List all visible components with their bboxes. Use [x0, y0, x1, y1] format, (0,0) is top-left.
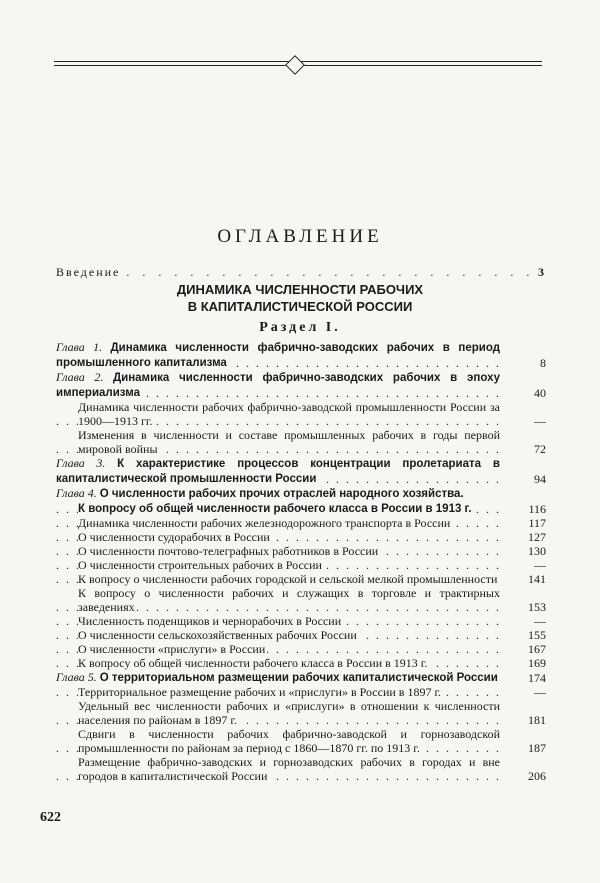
entry-title: Динамика численности рабочих железнодорожного транспорта в России [78, 516, 451, 530]
toc-subentry[interactable] [56, 572, 546, 586]
toc-subentry[interactable] [56, 656, 546, 670]
toc-chapter-entry[interactable] [56, 486, 546, 501]
page-number: 622 [40, 810, 61, 825]
toc-subentry[interactable] [56, 614, 546, 628]
entry-page-number: — [534, 685, 546, 699]
entry-page-number: 169 [528, 656, 546, 670]
entry-page-number: 117 [528, 516, 546, 530]
toc-subentry[interactable] [56, 544, 546, 558]
entry-title: Территориальное размещение рабочих и «прислуги» в России в 1897 г. [78, 685, 442, 699]
entry-title: К вопросу об общей численности рабочего класса в России в 1913 г. [78, 503, 472, 515]
entry-title: К вопросу об общей численности рабочего класса в России в 1913 г. [78, 656, 428, 670]
toc-subentry[interactable] [56, 516, 546, 530]
entry-title: О численности судорабочих в России [78, 530, 270, 544]
entry-title: Сдвиги в численности рабочих фабрично-заводской и горнозаводской промышленности по районам за период с 1860—1870 гг. по 1913 г. [78, 727, 500, 755]
entry-title: О численности сельскохозяйственных рабочих России [78, 628, 357, 642]
entry-page-number: 141 [528, 572, 546, 586]
entry-title: О численности строительных рабочих в России [78, 558, 322, 572]
entry-page-number: 206 [528, 769, 546, 783]
section-heading: Раздел I. [259, 320, 341, 335]
entry-page-number: 181 [528, 713, 546, 727]
chapter-label: Глава 1. [56, 340, 103, 354]
chapter-title: О территориальном размещении рабочих капиталистической России [99, 672, 498, 684]
toc-subentry[interactable] [56, 727, 546, 755]
entry-page-number: 40 [534, 386, 546, 400]
chapter-label: Глава 3. [56, 456, 106, 470]
entry-title: О численности «прислуги» в России [78, 642, 266, 656]
entry-title: О численности почтово-телеграфных работников в России [78, 544, 379, 558]
toc-subentry[interactable] [56, 530, 546, 544]
entry-page-number: 116 [528, 502, 546, 516]
toc-chapter-entry[interactable] [56, 370, 546, 400]
toc-subentry[interactable] [56, 628, 546, 642]
part-heading: ДИНАМИКА ЧИСЛЕННОСТИ РАБОЧИХ В КАПИТАЛИСТИЧЕСКОЙ РОССИИ [176, 282, 424, 314]
entry-page-number: 94 [534, 472, 546, 486]
top-ornament-rule [54, 55, 542, 73]
entry-page-number: 187 [528, 741, 546, 755]
chapter-title: К характеристике процессов концентрации пролетариата в капиталистической промышленности России [56, 458, 500, 485]
entry-page-number: — [534, 614, 546, 628]
toc-subentry[interactable] [56, 400, 546, 428]
entry-page-number: 127 [528, 530, 546, 544]
entry-page-number: 174 [528, 671, 546, 685]
toc-subentry[interactable] [56, 586, 546, 614]
toc-subentry[interactable] [56, 685, 546, 699]
chapter-title: Динамика численности фабрично-заводских рабочих в эпоху империализма [56, 372, 500, 399]
entry-page-number: 130 [528, 544, 546, 558]
entry-title: Размещение фабрично-заводских и горнозаводских рабочих в городах и вне городов в капиталистической России [78, 755, 500, 783]
toc-subentry[interactable] [56, 501, 546, 516]
intro-label: Введение [56, 265, 121, 279]
page-title: ОГЛАВЛЕНИЕ [217, 226, 383, 247]
toc-subentry[interactable] [56, 558, 546, 572]
toc-entry-introduction[interactable] [56, 265, 544, 280]
intro-page: 3 [538, 265, 544, 279]
toc-subentry[interactable] [56, 755, 546, 783]
toc-subentry[interactable] [56, 642, 546, 656]
toc-subentry[interactable] [56, 699, 546, 727]
entry-page-number: 153 [528, 600, 546, 614]
chapter-label: Глава 2. [56, 370, 104, 384]
entry-page-number: — [534, 558, 546, 572]
toc-chapter-entry[interactable] [56, 456, 546, 486]
entry-page-number: 72 [534, 442, 546, 456]
entry-title: К вопросу о численности рабочих городской и сельской мелкой промышленности [78, 572, 498, 586]
chapter-title: О численности рабочих прочих отраслей народного хозяйства. [99, 488, 464, 500]
chapter-label: Глава 5. [56, 670, 97, 684]
entry-title: К вопросу о численности рабочих и служащих в торговле и трактирных заведениях [78, 586, 500, 614]
toc-subentry[interactable] [56, 428, 546, 456]
entry-title: Динамика численности рабочих фабрично-заводской промышленности России за 1900—1913 гг. [78, 400, 500, 428]
entry-title: Изменения в численности и составе промышленных рабочих в годы первой мировой войны [78, 428, 500, 456]
entry-page-number: 8 [540, 356, 546, 370]
diamond-ornament-icon [285, 55, 305, 75]
entry-title: Численность поденщиков и чернорабочих в России [78, 614, 342, 628]
entry-page-number: 167 [528, 642, 546, 656]
toc-chapter-entry[interactable] [56, 670, 546, 685]
chapter-label: Глава 4. [56, 486, 97, 500]
entry-title: Удельный вес численности рабочих и «прислуги» в отношении к численности населения по районам в 1897 г. [78, 699, 500, 727]
chapter-title: Динамика численности фабрично-заводских рабочих в период промышленного капитализма [56, 342, 500, 369]
toc-chapter-entry[interactable] [56, 340, 546, 370]
table-of-contents [56, 340, 546, 783]
entry-page-number: — [534, 414, 546, 428]
entry-page-number: 155 [528, 628, 546, 642]
